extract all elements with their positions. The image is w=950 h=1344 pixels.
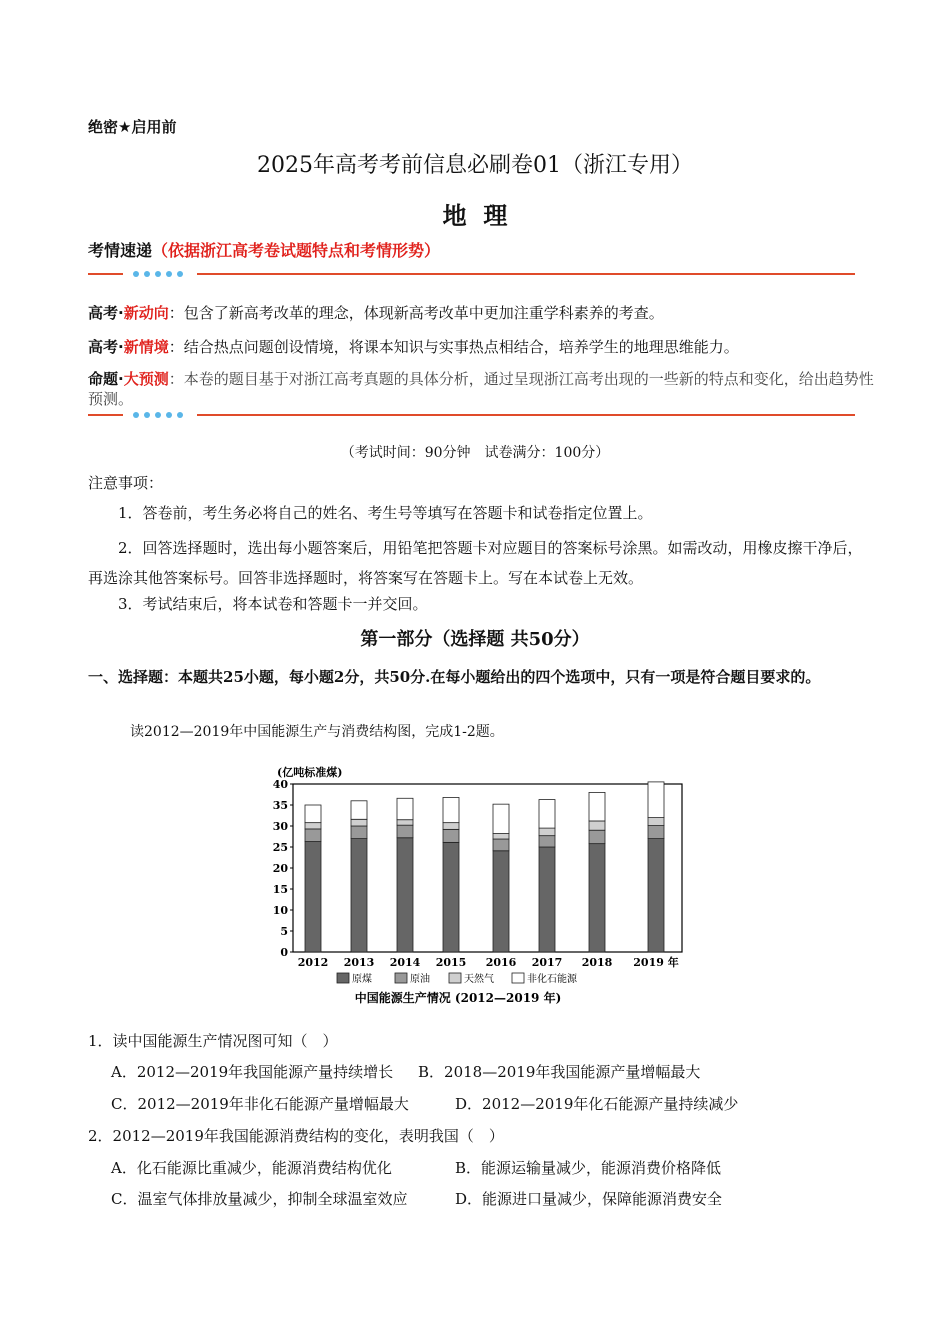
y-tick-label: 40 xyxy=(272,778,288,791)
legend-label: 原煤 xyxy=(352,974,372,985)
bar-segment-非化石能源 xyxy=(493,804,509,833)
legend-item xyxy=(395,972,430,985)
bar-segment-原煤 xyxy=(351,839,367,952)
legend-swatch xyxy=(337,973,349,983)
y-tick-label: 5 xyxy=(280,925,288,938)
q1-option-c: C．2012—2019年非化石能源产量增幅最大 xyxy=(111,1095,409,1113)
subject-title: 地 理 xyxy=(442,201,508,230)
bar-segment-原煤 xyxy=(305,842,321,952)
bar-segment-原油 xyxy=(648,826,664,839)
x-tick-label: 2016 xyxy=(485,956,517,969)
bar-segment-非化石能源 xyxy=(589,792,605,821)
q1-option-d: D．2012—2019年化石能源产量持续减少 xyxy=(455,1095,739,1113)
bar-segment-原煤 xyxy=(443,842,459,952)
note-2: 2．回答选择题时，选出每小题答案后，用铅笔把答题卡对应题目的答案标号涂黑。如需改动，用橡皮擦干净后，再选涂其他答案标号。回答非选择题时，将答案写在答题卡上。写在本试卷上无效。 xyxy=(88,539,863,587)
intro-heading xyxy=(88,238,440,261)
q1-option-a: A．2012—2019年我国能源产量持续增长 xyxy=(111,1063,394,1081)
bar-segment-原油 xyxy=(493,839,509,851)
bottom-divider-dots xyxy=(133,412,183,418)
legend-label: 非化石能源 xyxy=(527,974,577,985)
chart-title: 中国能源生产情况 (2012—2019 年) xyxy=(354,991,562,1005)
bar-segment-原煤 xyxy=(493,851,509,952)
energy-production-chart xyxy=(255,760,705,1010)
bar-segment-天然气 xyxy=(397,820,413,825)
bar-segment-天然气 xyxy=(305,823,321,829)
part1-title: 第一部分（选择题 共50分） xyxy=(360,629,590,650)
note-1: 1．答卷前，考生务必将自己的姓名、考生号等填写在答题卡和试卷指定位置上。 xyxy=(118,504,653,522)
y-tick-label: 15 xyxy=(272,883,288,896)
q1-stem: 1．读中国能源生产情况图可知（ ） xyxy=(88,1032,338,1050)
q2-option-d: D．能源进口量减少，保障能源消费安全 xyxy=(455,1190,723,1208)
x-tick-label: 2014 xyxy=(389,956,421,969)
bar-segment-原油 xyxy=(351,826,367,839)
bar-segment-天然气 xyxy=(589,821,605,830)
legend-item xyxy=(512,972,578,985)
intro-item-3: 命题·大预测：本卷的题目基于对浙江高考真题的具体分析，通过呈现浙江高考出现的一些新的特点和变化，给出趋势性预测。 xyxy=(88,370,874,408)
intro-item-1: 高考·新动向：包含了新高考改革的理念，体现新高考改革中更加注重学科素养的考查。 xyxy=(88,304,664,322)
top-divider-right xyxy=(197,273,855,275)
bar-segment-原煤 xyxy=(397,838,413,952)
y-tick-label: 30 xyxy=(272,820,288,833)
bar-segment-天然气 xyxy=(443,823,459,830)
q2-option-c: C．温室气体排放量减少，抑制全球温室效应 xyxy=(111,1190,408,1208)
x-tick-label: 2012 xyxy=(297,956,329,969)
intro-heading-note: （依据浙江高考卷试题特点和考情形势） xyxy=(152,241,441,260)
bar-segment-非化石能源 xyxy=(648,782,664,818)
page-title: 2025年高考考前信息必刷卷01（浙江专用） xyxy=(257,153,693,178)
q1-option-b: B．2018—2019年我国能源产量增幅最大 xyxy=(418,1063,701,1081)
intro-heading-text: 考情速递 xyxy=(88,241,153,260)
bar-segment-原油 xyxy=(305,829,321,842)
y-tick-label: 35 xyxy=(272,799,288,812)
question-prompt: 读2012—2019年中国能源生产与消费结构图，完成1-2题。 xyxy=(130,724,504,740)
top-divider-dots xyxy=(133,271,183,277)
bar-segment-原油 xyxy=(589,830,605,843)
x-tick-label: 2018 xyxy=(581,956,613,969)
legend-label: 天然气 xyxy=(464,974,494,985)
top-divider-left xyxy=(88,273,123,275)
bar-segment-原煤 xyxy=(589,844,605,952)
bar-segment-原油 xyxy=(397,825,413,838)
bar-segment-原煤 xyxy=(539,847,555,952)
bar-segment-非化石能源 xyxy=(539,800,555,829)
legend-swatch xyxy=(449,973,461,983)
x-tick-label: 2015 xyxy=(435,956,467,969)
bar-segment-天然气 xyxy=(648,818,664,826)
q2-stem: 2．2012—2019年我国能源消费结构的变化，表明我国（ ） xyxy=(88,1127,504,1145)
bar-segment-天然气 xyxy=(493,834,509,839)
q2-option-a: A．化石能源比重减少，能源消费结构优化 xyxy=(111,1159,392,1177)
intro-item-2: 高考·新情境：结合热点问题创设情境，将课本知识与实事热点相结合，培养学生的地理思维能力。 xyxy=(88,338,739,356)
bar-segment-非化石能源 xyxy=(443,797,459,822)
bar-segment-原煤 xyxy=(648,839,664,952)
legend-swatch xyxy=(395,973,407,983)
y-tick-label: 10 xyxy=(272,904,288,917)
bar-segment-原油 xyxy=(539,836,555,847)
secret-label: 绝密★启用前 xyxy=(88,118,177,136)
legend-item xyxy=(449,972,494,985)
legend-item xyxy=(337,972,372,985)
bar-segment-非化石能源 xyxy=(305,805,321,823)
bar-segment-非化石能源 xyxy=(397,798,413,819)
y-tick-label: 20 xyxy=(272,862,288,875)
legend-swatch xyxy=(512,973,524,983)
bottom-divider-left xyxy=(88,414,123,416)
y-tick-label: 0 xyxy=(280,946,288,959)
x-tick-label: 2019 年 xyxy=(633,956,679,969)
bar-segment-天然气 xyxy=(351,819,367,826)
bar-segment-原油 xyxy=(443,829,459,842)
x-tick-label: 2017 xyxy=(531,956,563,969)
section-heading: 一、选择题：本题共25小题，每小题2分，共50分.在每小题给出的四个选项中，只有一项是符合题目要求的。 xyxy=(88,668,821,686)
notes-title: 注意事项： xyxy=(88,474,164,492)
q2-option-b: B．能源运输量减少，能源消费价格降低 xyxy=(455,1159,722,1177)
bottom-divider-right xyxy=(197,414,855,416)
x-tick-label: 2013 xyxy=(343,956,375,969)
note-3: 3．考试结束后，将本试卷和答题卡一并交回。 xyxy=(118,595,428,613)
chart-ylabel: (亿吨标准煤) xyxy=(277,766,343,779)
legend-label: 原油 xyxy=(410,974,430,985)
bar-segment-非化石能源 xyxy=(351,801,367,819)
y-tick-label: 25 xyxy=(272,841,288,854)
bar-segment-天然气 xyxy=(539,828,555,836)
exam-info: （考试时间：90分钟 试卷满分：100分） xyxy=(340,445,610,461)
